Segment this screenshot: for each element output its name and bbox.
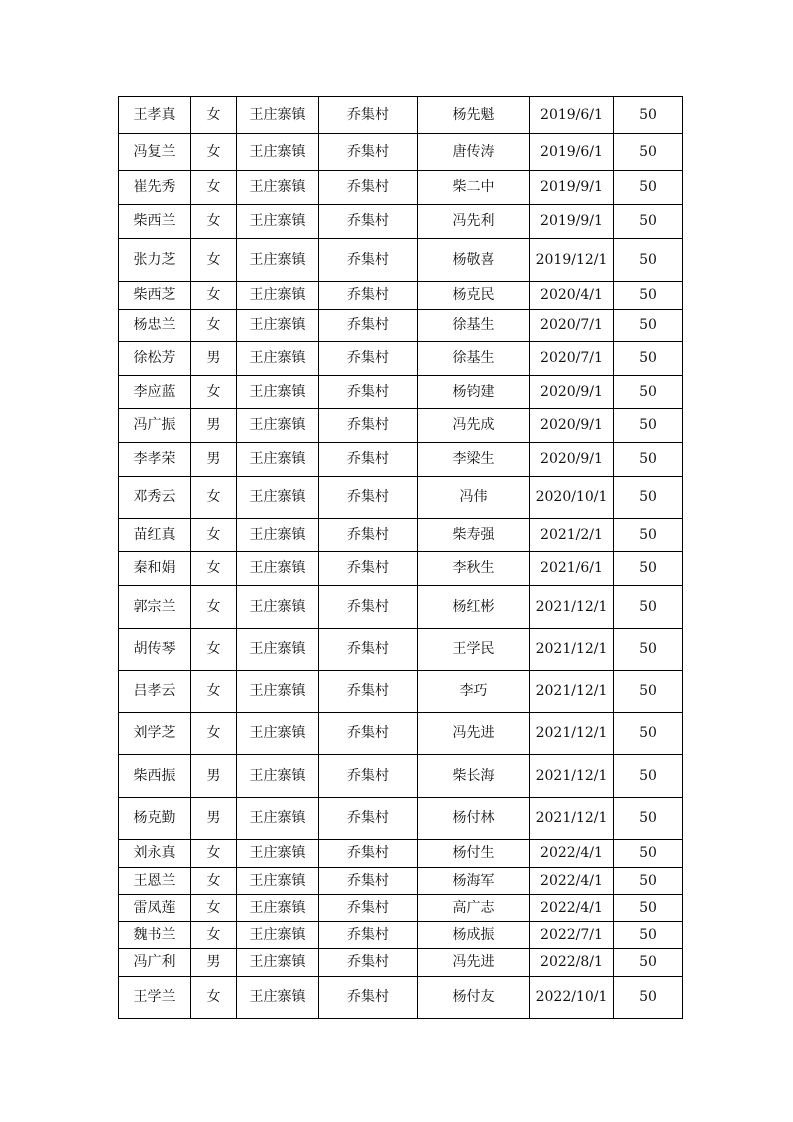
table-row bbox=[119, 310, 683, 342]
amount-cell: 50 bbox=[614, 586, 683, 629]
town-cell: 王庄寨镇 bbox=[237, 376, 319, 409]
name-cell: 秦和娟 bbox=[119, 552, 191, 586]
amount-cell: 50 bbox=[614, 282, 683, 310]
table-row bbox=[119, 282, 683, 310]
name-cell: 柴西振 bbox=[119, 755, 191, 798]
village-cell: 乔集村 bbox=[319, 798, 418, 840]
name-cell: 郭宗兰 bbox=[119, 586, 191, 629]
amount-cell: 50 bbox=[614, 205, 683, 239]
table-row bbox=[119, 895, 683, 922]
village-cell: 乔集村 bbox=[319, 282, 418, 310]
name-cell: 刘学芝 bbox=[119, 713, 191, 755]
date-cell: 2022/7/1 bbox=[530, 922, 614, 949]
date-cell: 2021/12/1 bbox=[530, 586, 614, 629]
gender-cell: 女 bbox=[191, 477, 237, 519]
name-cell: 王学兰 bbox=[119, 977, 191, 1019]
contact-cell: 柴二中 bbox=[418, 171, 530, 205]
town-cell: 王庄寨镇 bbox=[237, 443, 319, 477]
contact-cell: 王学民 bbox=[418, 629, 530, 671]
gender-cell: 女 bbox=[191, 922, 237, 949]
name-cell: 冯复兰 bbox=[119, 134, 191, 171]
amount-cell: 50 bbox=[614, 798, 683, 840]
village-cell: 乔集村 bbox=[319, 519, 418, 552]
name-cell: 冯广利 bbox=[119, 949, 191, 977]
gender-cell: 女 bbox=[191, 868, 237, 895]
village-cell: 乔集村 bbox=[319, 755, 418, 798]
town-cell: 王庄寨镇 bbox=[237, 409, 319, 443]
table-row bbox=[119, 205, 683, 239]
date-cell: 2019/6/1 bbox=[530, 134, 614, 171]
table-row bbox=[119, 409, 683, 443]
contact-cell: 冯先进 bbox=[418, 713, 530, 755]
gender-cell: 男 bbox=[191, 798, 237, 840]
contact-cell: 杨付生 bbox=[418, 840, 530, 868]
town-cell: 王庄寨镇 bbox=[237, 552, 319, 586]
village-cell: 乔集村 bbox=[319, 949, 418, 977]
name-cell: 吕孝云 bbox=[119, 671, 191, 713]
amount-cell: 50 bbox=[614, 342, 683, 376]
amount-cell: 50 bbox=[614, 629, 683, 671]
amount-cell: 50 bbox=[614, 477, 683, 519]
town-cell: 王庄寨镇 bbox=[237, 519, 319, 552]
amount-cell: 50 bbox=[614, 895, 683, 922]
village-cell: 乔集村 bbox=[319, 134, 418, 171]
date-cell: 2021/12/1 bbox=[530, 713, 614, 755]
village-cell: 乔集村 bbox=[319, 586, 418, 629]
name-cell: 胡传琴 bbox=[119, 629, 191, 671]
town-cell: 王庄寨镇 bbox=[237, 282, 319, 310]
contact-cell: 李巧 bbox=[418, 671, 530, 713]
town-cell: 王庄寨镇 bbox=[237, 713, 319, 755]
name-cell: 李应蓝 bbox=[119, 376, 191, 409]
amount-cell: 50 bbox=[614, 409, 683, 443]
village-cell: 乔集村 bbox=[319, 868, 418, 895]
name-cell: 杨忠兰 bbox=[119, 310, 191, 342]
name-cell: 邓秀云 bbox=[119, 477, 191, 519]
contact-cell: 冯先成 bbox=[418, 409, 530, 443]
gender-cell: 女 bbox=[191, 713, 237, 755]
table-row bbox=[119, 552, 683, 586]
table-row bbox=[119, 798, 683, 840]
table-row bbox=[119, 868, 683, 895]
gender-cell: 女 bbox=[191, 552, 237, 586]
amount-cell: 50 bbox=[614, 977, 683, 1019]
amount-cell: 50 bbox=[614, 755, 683, 798]
village-cell: 乔集村 bbox=[319, 376, 418, 409]
contact-cell: 柴寿强 bbox=[418, 519, 530, 552]
gender-cell: 男 bbox=[191, 342, 237, 376]
gender-cell: 女 bbox=[191, 629, 237, 671]
name-cell: 徐松芳 bbox=[119, 342, 191, 376]
contact-cell: 杨成振 bbox=[418, 922, 530, 949]
town-cell: 王庄寨镇 bbox=[237, 477, 319, 519]
contact-cell: 徐基生 bbox=[418, 310, 530, 342]
amount-cell: 50 bbox=[614, 134, 683, 171]
village-cell: 乔集村 bbox=[319, 895, 418, 922]
town-cell: 王庄寨镇 bbox=[237, 239, 319, 282]
date-cell: 2020/7/1 bbox=[530, 342, 614, 376]
amount-cell: 50 bbox=[614, 840, 683, 868]
contact-cell: 李秋生 bbox=[418, 552, 530, 586]
date-cell: 2020/9/1 bbox=[530, 443, 614, 477]
date-cell: 2022/4/1 bbox=[530, 840, 614, 868]
town-cell: 王庄寨镇 bbox=[237, 342, 319, 376]
date-cell: 2019/6/1 bbox=[530, 97, 614, 134]
contact-cell: 冯先利 bbox=[418, 205, 530, 239]
contact-cell: 徐基生 bbox=[418, 342, 530, 376]
town-cell: 王庄寨镇 bbox=[237, 205, 319, 239]
amount-cell: 50 bbox=[614, 922, 683, 949]
town-cell: 王庄寨镇 bbox=[237, 798, 319, 840]
gender-cell: 女 bbox=[191, 376, 237, 409]
name-cell: 李孝荣 bbox=[119, 443, 191, 477]
contact-cell: 柴长海 bbox=[418, 755, 530, 798]
amount-cell: 50 bbox=[614, 310, 683, 342]
name-cell: 张力芝 bbox=[119, 239, 191, 282]
amount-cell: 50 bbox=[614, 949, 683, 977]
name-cell: 苗红真 bbox=[119, 519, 191, 552]
date-cell: 2021/6/1 bbox=[530, 552, 614, 586]
village-cell: 乔集村 bbox=[319, 409, 418, 443]
date-cell: 2020/10/1 bbox=[530, 477, 614, 519]
table-row bbox=[119, 342, 683, 376]
gender-cell: 女 bbox=[191, 134, 237, 171]
date-cell: 2022/8/1 bbox=[530, 949, 614, 977]
town-cell: 王庄寨镇 bbox=[237, 840, 319, 868]
name-cell: 冯广振 bbox=[119, 409, 191, 443]
contact-cell: 李梁生 bbox=[418, 443, 530, 477]
gender-cell: 女 bbox=[191, 671, 237, 713]
village-cell: 乔集村 bbox=[319, 239, 418, 282]
contact-cell: 杨克民 bbox=[418, 282, 530, 310]
roster-table-body bbox=[119, 97, 683, 1019]
table-row bbox=[119, 586, 683, 629]
date-cell: 2021/12/1 bbox=[530, 798, 614, 840]
gender-cell: 女 bbox=[191, 586, 237, 629]
name-cell: 魏书兰 bbox=[119, 922, 191, 949]
village-cell: 乔集村 bbox=[319, 97, 418, 134]
contact-cell: 杨海军 bbox=[418, 868, 530, 895]
name-cell: 王孝真 bbox=[119, 97, 191, 134]
date-cell: 2021/12/1 bbox=[530, 671, 614, 713]
town-cell: 王庄寨镇 bbox=[237, 171, 319, 205]
town-cell: 王庄寨镇 bbox=[237, 134, 319, 171]
amount-cell: 50 bbox=[614, 552, 683, 586]
amount-cell: 50 bbox=[614, 671, 683, 713]
table-row bbox=[119, 376, 683, 409]
gender-cell: 女 bbox=[191, 519, 237, 552]
gender-cell: 女 bbox=[191, 239, 237, 282]
table-row bbox=[119, 949, 683, 977]
town-cell: 王庄寨镇 bbox=[237, 629, 319, 671]
contact-cell: 杨红彬 bbox=[418, 586, 530, 629]
table-row bbox=[119, 629, 683, 671]
gender-cell: 女 bbox=[191, 282, 237, 310]
table-row bbox=[119, 922, 683, 949]
village-cell: 乔集村 bbox=[319, 205, 418, 239]
amount-cell: 50 bbox=[614, 519, 683, 552]
town-cell: 王庄寨镇 bbox=[237, 977, 319, 1019]
village-cell: 乔集村 bbox=[319, 342, 418, 376]
date-cell: 2020/7/1 bbox=[530, 310, 614, 342]
contact-cell: 杨钧建 bbox=[418, 376, 530, 409]
village-cell: 乔集村 bbox=[319, 477, 418, 519]
village-cell: 乔集村 bbox=[319, 977, 418, 1019]
name-cell: 杨克勤 bbox=[119, 798, 191, 840]
contact-cell: 高广志 bbox=[418, 895, 530, 922]
amount-cell: 50 bbox=[614, 376, 683, 409]
gender-cell: 女 bbox=[191, 895, 237, 922]
table-row bbox=[119, 134, 683, 171]
town-cell: 王庄寨镇 bbox=[237, 949, 319, 977]
date-cell: 2019/12/1 bbox=[530, 239, 614, 282]
contact-cell: 唐传涛 bbox=[418, 134, 530, 171]
town-cell: 王庄寨镇 bbox=[237, 586, 319, 629]
village-cell: 乔集村 bbox=[319, 840, 418, 868]
name-cell: 雷凤莲 bbox=[119, 895, 191, 922]
roster-table bbox=[118, 96, 683, 1019]
name-cell: 刘永真 bbox=[119, 840, 191, 868]
gender-cell: 女 bbox=[191, 840, 237, 868]
gender-cell: 女 bbox=[191, 171, 237, 205]
date-cell: 2021/12/1 bbox=[530, 629, 614, 671]
date-cell: 2022/4/1 bbox=[530, 895, 614, 922]
date-cell: 2019/9/1 bbox=[530, 205, 614, 239]
name-cell: 王恩兰 bbox=[119, 868, 191, 895]
amount-cell: 50 bbox=[614, 443, 683, 477]
gender-cell: 女 bbox=[191, 205, 237, 239]
town-cell: 王庄寨镇 bbox=[237, 922, 319, 949]
name-cell: 柴西芝 bbox=[119, 282, 191, 310]
gender-cell: 男 bbox=[191, 443, 237, 477]
village-cell: 乔集村 bbox=[319, 671, 418, 713]
table-row bbox=[119, 840, 683, 868]
date-cell: 2022/4/1 bbox=[530, 868, 614, 895]
gender-cell: 女 bbox=[191, 977, 237, 1019]
contact-cell: 杨敬喜 bbox=[418, 239, 530, 282]
contact-cell: 杨付林 bbox=[418, 798, 530, 840]
table-row bbox=[119, 477, 683, 519]
name-cell: 柴西兰 bbox=[119, 205, 191, 239]
date-cell: 2020/4/1 bbox=[530, 282, 614, 310]
table-row bbox=[119, 171, 683, 205]
name-cell: 崔先秀 bbox=[119, 171, 191, 205]
table-row bbox=[119, 671, 683, 713]
amount-cell: 50 bbox=[614, 713, 683, 755]
village-cell: 乔集村 bbox=[319, 713, 418, 755]
gender-cell: 女 bbox=[191, 97, 237, 134]
village-cell: 乔集村 bbox=[319, 922, 418, 949]
village-cell: 乔集村 bbox=[319, 629, 418, 671]
gender-cell: 男 bbox=[191, 949, 237, 977]
table-row bbox=[119, 713, 683, 755]
village-cell: 乔集村 bbox=[319, 443, 418, 477]
village-cell: 乔集村 bbox=[319, 171, 418, 205]
amount-cell: 50 bbox=[614, 868, 683, 895]
table-row bbox=[119, 977, 683, 1019]
table-row bbox=[119, 519, 683, 552]
amount-cell: 50 bbox=[614, 239, 683, 282]
town-cell: 王庄寨镇 bbox=[237, 895, 319, 922]
contact-cell: 杨先魁 bbox=[418, 97, 530, 134]
village-cell: 乔集村 bbox=[319, 552, 418, 586]
village-cell: 乔集村 bbox=[319, 310, 418, 342]
table-row bbox=[119, 239, 683, 282]
date-cell: 2020/9/1 bbox=[530, 376, 614, 409]
table-row bbox=[119, 443, 683, 477]
town-cell: 王庄寨镇 bbox=[237, 755, 319, 798]
amount-cell: 50 bbox=[614, 97, 683, 134]
amount-cell: 50 bbox=[614, 171, 683, 205]
town-cell: 王庄寨镇 bbox=[237, 310, 319, 342]
town-cell: 王庄寨镇 bbox=[237, 671, 319, 713]
contact-cell: 杨付友 bbox=[418, 977, 530, 1019]
town-cell: 王庄寨镇 bbox=[237, 97, 319, 134]
contact-cell: 冯伟 bbox=[418, 477, 530, 519]
date-cell: 2021/2/1 bbox=[530, 519, 614, 552]
date-cell: 2020/9/1 bbox=[530, 409, 614, 443]
gender-cell: 男 bbox=[191, 755, 237, 798]
gender-cell: 男 bbox=[191, 409, 237, 443]
contact-cell: 冯先进 bbox=[418, 949, 530, 977]
date-cell: 2021/12/1 bbox=[530, 755, 614, 798]
table-row bbox=[119, 97, 683, 134]
town-cell: 王庄寨镇 bbox=[237, 868, 319, 895]
date-cell: 2019/9/1 bbox=[530, 171, 614, 205]
gender-cell: 女 bbox=[191, 310, 237, 342]
date-cell: 2022/10/1 bbox=[530, 977, 614, 1019]
table-row bbox=[119, 755, 683, 798]
